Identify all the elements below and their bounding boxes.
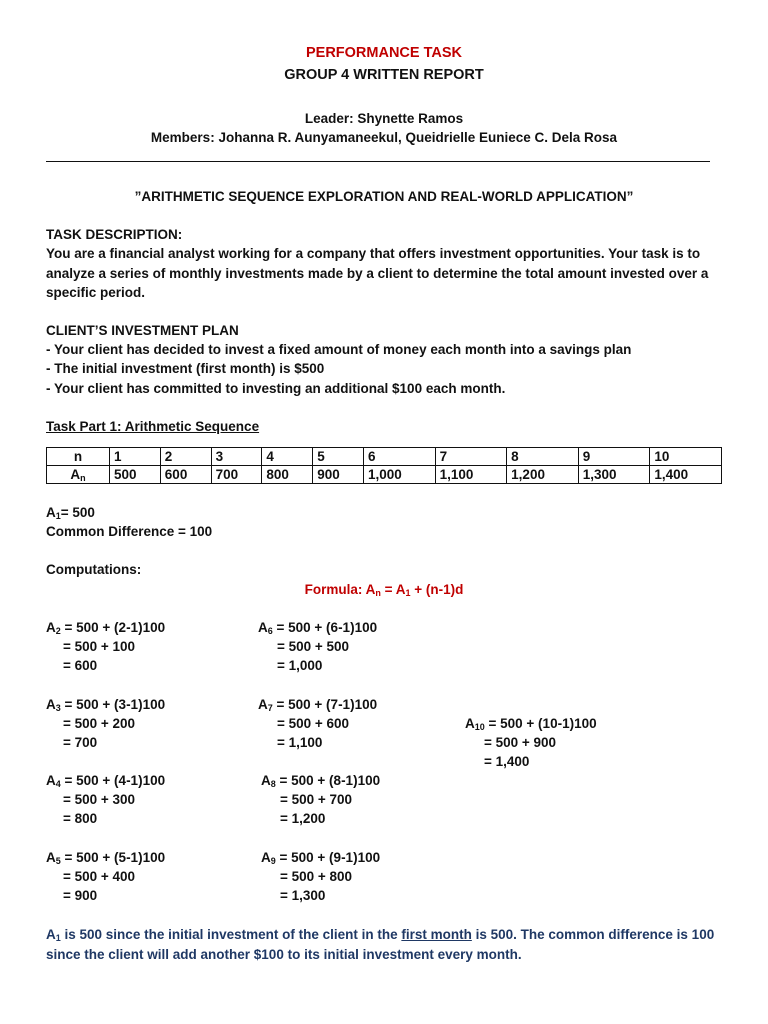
a1-value: $A_1= 500$ (46, 505, 95, 521)
table-cell: 800 (262, 466, 313, 484)
document-title: ”ARITHMETIC SEQUENCE EXPLORATION AND REAL-WORLD APPLICATION” (134, 189, 634, 204)
computation-a3: $A_3 = 500 + (3-1)100$ = 500 + 200 = 700 (46, 697, 166, 750)
table-cell: 9 (578, 448, 650, 466)
table-cell: 1,400 (650, 466, 722, 484)
table-cell: 500 (110, 466, 161, 484)
computation-a5: $A_5 = 500 + (5-1)100$ = 500 + 400 = 900 (46, 850, 166, 903)
leader-line: Leader: Shynette Ramos (304, 111, 464, 126)
table-row (47, 466, 722, 484)
part1-heading: Task Part 1: Arithmetic Sequence (46, 419, 260, 434)
report-heading: GROUP 4 WRITTEN REPORT (284, 67, 484, 83)
computation-a2: $A_2 = 500 + (2-1)100$ = 500 + 100 = 600 (46, 620, 166, 673)
computation-a7: $A_7 = 500 + (7-1)100$ = 500 + 600 = 1,100 (258, 697, 378, 750)
task-description-heading: TASK DESCRIPTION: (46, 227, 183, 242)
plan-item: - The initial investment (first month) is $500 (46, 361, 325, 376)
plan-item: - Your client has committed to investing an additional $100 each month. (46, 381, 506, 396)
computations-heading: Computations: (46, 562, 142, 577)
table-header-n: n (47, 448, 110, 466)
members-line: Members: Johanna R. Aunyamaneekul, Queidrielle Euniece C. Dela Rosa (150, 130, 618, 145)
table-cell: 3 (211, 448, 262, 466)
table-cell: 7 (435, 448, 507, 466)
plan-item: - Your client has decided to invest a fixed amount of money each month into a savings plan (46, 342, 632, 357)
computation-a8: $A_8 = 500 + (8-1)100$ = 500 + 700 = 1,200 (261, 773, 381, 826)
table-header-an: $A_n$ (47, 466, 110, 484)
table-cell: 8 (507, 448, 579, 466)
table-cell: 700 (211, 466, 262, 484)
table-cell: 4 (262, 448, 313, 466)
task-title: PERFORMANCE TASK (305, 45, 462, 61)
table-cell: 1,200 (507, 466, 579, 484)
computation-a10: $A_{10} = 500 + (10-1)100$ = 500 + 900 = 1,400 (465, 716, 597, 769)
computation-a9: $A_9 = 500 + (9-1)100$ = 500 + 800 = 1,300 (261, 850, 381, 903)
divider (46, 161, 710, 162)
investment-plan-heading: CLIENT’S INVESTMENT PLAN (46, 323, 239, 338)
formula: Formula: $A_n = A_1 + (n-1)d$ (304, 582, 464, 598)
table-cell: 900 (313, 466, 364, 484)
table-cell: 5 (313, 448, 364, 466)
table-cell: 1,000 (363, 466, 435, 484)
table-cell: 1 (110, 448, 161, 466)
computation-a4: $A_4 = 500 + (4-1)100$ = 500 + 300 = 800 (46, 773, 166, 826)
table-row (47, 448, 722, 466)
table-cell: 600 (160, 466, 211, 484)
conclusion-text: $A_1$ is 500 since the initial investment of the client in the first month is 500. The common difference is 100 since the client will add another $100 to its initial investment every month. (46, 927, 715, 962)
table-cell: 2 (160, 448, 211, 466)
table-cell: 6 (363, 448, 435, 466)
computation-a6: $A_6 = 500 + (6-1)100$ = 500 + 500 = 1,000 (258, 620, 378, 673)
task-description-body: You are a financial analyst working for a company that offers investment opportunities. Your task is to analyze a series of monthly investments made by a client to determine the total amount invested over a specific period. (46, 246, 709, 300)
common-difference: Common Difference = 100 (46, 524, 213, 539)
table-cell: 1,100 (435, 466, 507, 484)
table-cell: 1,300 (578, 466, 650, 484)
table-cell: 10 (650, 448, 722, 466)
sequence-table (46, 447, 722, 484)
